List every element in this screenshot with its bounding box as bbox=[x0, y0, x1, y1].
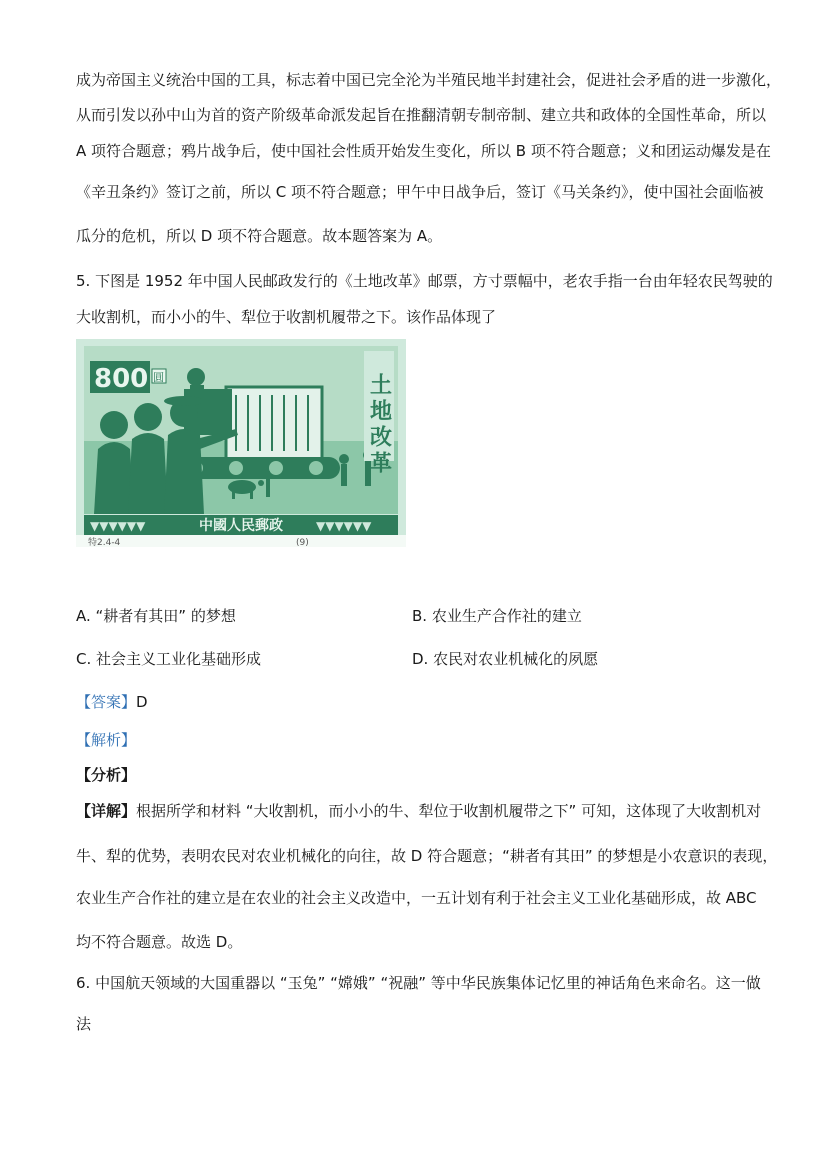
detail-line: 均不符合题意。故选 D。 bbox=[76, 933, 243, 951]
option-d[interactable]: D. 农民对农业机械化的夙愿 bbox=[412, 650, 599, 668]
paragraph-line: 成为帝国主义统治中国的工具，标志着中国已完全沦为半殖民地半封建社会，促进社会矛盾的进一步激化， bbox=[76, 71, 782, 89]
detail-tag: 【详解】 bbox=[76, 802, 137, 820]
option-c[interactable]: C. 社会主义工业化基础形成 bbox=[76, 650, 262, 668]
fenxi-tag: 【分析】 bbox=[76, 766, 137, 784]
paragraph-line: A 项符合题意；鸦片战争后，使中国社会性质开始发生变化，所以 B 项不符合题意；义和团运动爆发是在 bbox=[76, 142, 771, 160]
stamp-title: 土地改革 bbox=[366, 373, 392, 477]
stamp-value: 800 bbox=[94, 364, 149, 394]
answer-value: D bbox=[136, 693, 148, 711]
svg-text:▼▼▼▼▼▼: ▼▼▼▼▼▼ bbox=[316, 519, 372, 533]
question-5-stem: 5. 下图是 1952 年中国人民邮政发行的《土地改革》邮票，方寸票幅中，老农手指一台由年轻农民驾驶的 bbox=[76, 272, 773, 290]
land-reform-stamp-image bbox=[76, 339, 406, 547]
svg-text:▼▼▼▼▼▼: ▼▼▼▼▼▼ bbox=[90, 519, 146, 533]
option-b[interactable]: B. 农业生产合作社的建立 bbox=[412, 607, 582, 625]
analysis-tag: 【解析】 bbox=[76, 731, 137, 749]
detail-text: 根据所学和材料 “大收割机，而小小的牛、犁位于收割机履带之下” 可知，这体现了大收割机对 bbox=[136, 802, 762, 820]
question-6-stem: 6. 中国航天领域的大国重器以 “玉兔” “嫦娥” “祝融” 等中华民族集体记忆里的神话角色来命名。这一做 bbox=[76, 974, 761, 992]
stamp-serial: (9) bbox=[296, 538, 309, 547]
option-a[interactable]: A. “耕者有其田” 的梦想 bbox=[76, 607, 236, 625]
detail-line: 牛、犁的优势，表明农民对农业机械化的向往，故 D 符合题意；“耕者有其田” 的梦想是小农意识的表现， bbox=[76, 847, 778, 865]
stamp-value-unit: 圓 bbox=[153, 371, 164, 384]
answer-tag: 【答案】 bbox=[76, 693, 137, 711]
detail-line bbox=[76, 801, 761, 821]
question-5-stem: 大收割机，而小小的牛、犁位于收割机履带之下。该作品体现了 bbox=[76, 308, 497, 326]
answer-line bbox=[76, 692, 148, 712]
paragraph-line: 瓜分的危机，所以 D 项不符合题意。故本题答案为 A。 bbox=[76, 227, 443, 245]
paragraph-line: 从而引发以孙中山为首的资产阶级革命派发起旨在推翻清朝专制帝制、建立共和政体的全国性革命，所以 bbox=[76, 106, 767, 124]
stamp-code: 特2.4-4 bbox=[88, 538, 121, 547]
stamp-banner: 中國人民郵政 bbox=[199, 518, 283, 534]
question-6-stem: 法 bbox=[76, 1015, 92, 1033]
paragraph-line: 《辛丑条约》签订之前，所以 C 项不符合题意；甲午中日战争后，签订《马关条约》，使中国社会面临被 bbox=[76, 183, 764, 201]
detail-line: 农业生产合作社的建立是在农业的社会主义改造中，一五计划有利于社会主义工业化基础形成，故 ABC bbox=[76, 889, 757, 907]
